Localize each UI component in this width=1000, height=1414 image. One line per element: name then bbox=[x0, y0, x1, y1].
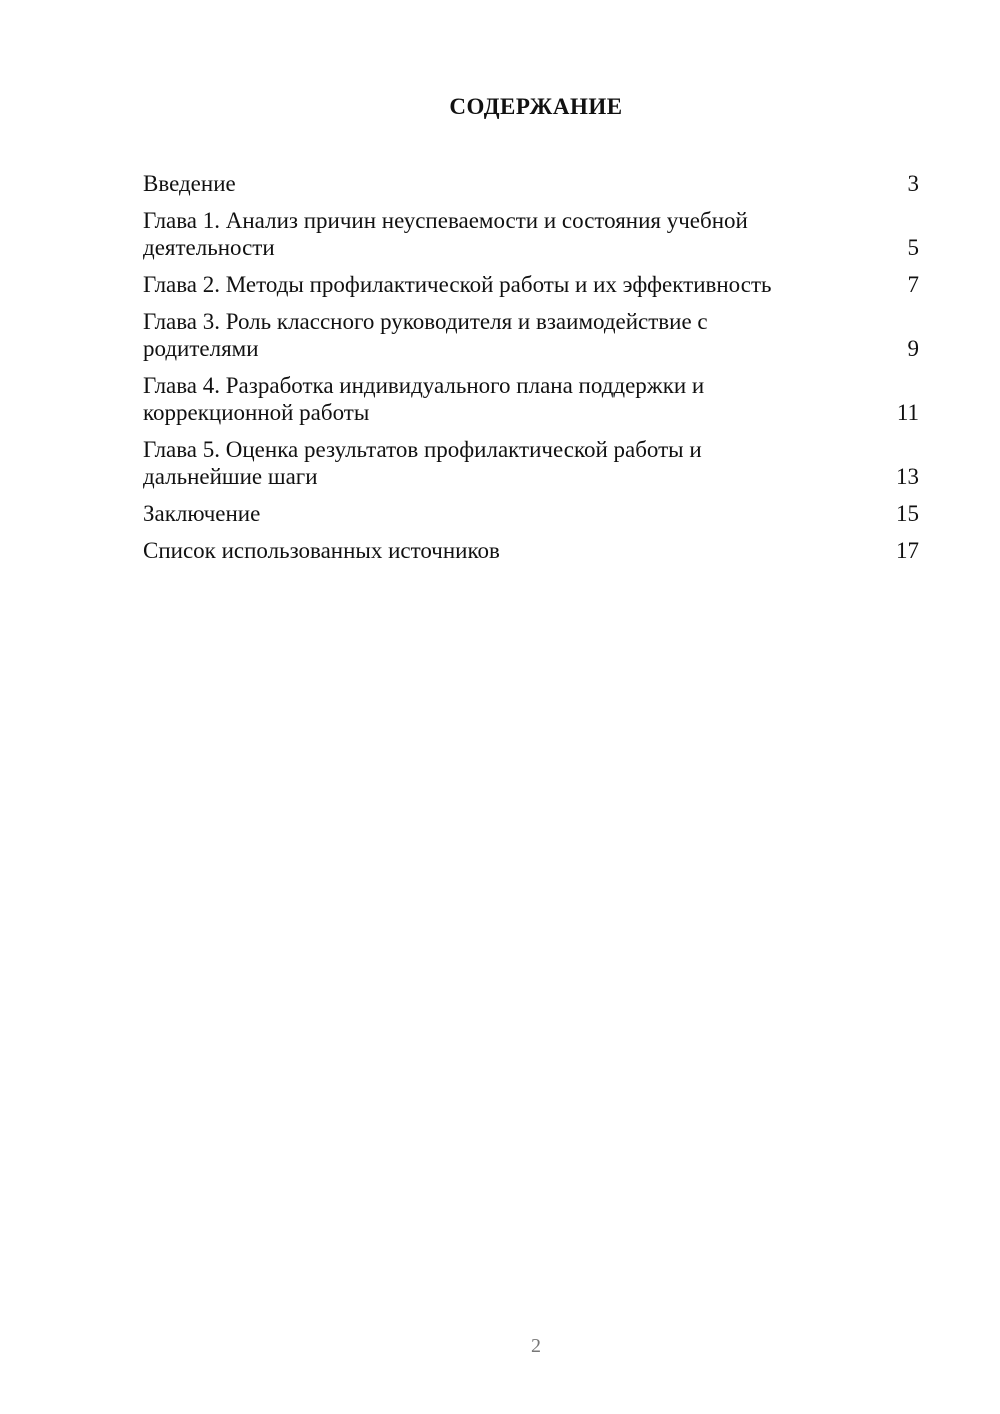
toc-entry-page-number: 5 bbox=[907, 235, 919, 260]
toc-entry-chapter-1[interactable] bbox=[143, 207, 919, 261]
toc-entry-title: Заключение bbox=[143, 501, 261, 526]
toc-entry-title: Глава 5. Оценка результатов профилактической работы и дальнейшие шаги bbox=[143, 437, 702, 489]
toc-entry-page-number: 9 bbox=[907, 336, 919, 361]
toc-entry-title: Глава 2. Методы профилактической работы и их эффективность bbox=[143, 272, 772, 297]
toc-entry-conclusion[interactable] bbox=[143, 500, 919, 527]
toc-entry-title: Глава 4. Разработка индивидуального плана поддержки и коррекционной работы bbox=[143, 373, 705, 425]
toc-entry-chapter-3[interactable] bbox=[143, 308, 919, 362]
toc-entry-chapter-4[interactable] bbox=[143, 372, 919, 426]
toc-entry-page-number: 11 bbox=[896, 400, 919, 425]
toc-entry-title: Глава 1. Анализ причин неуспеваемости и состояния учебной деятельности bbox=[143, 208, 748, 260]
toc-entry-page-number: 3 bbox=[907, 171, 919, 196]
toc-entry-references[interactable] bbox=[143, 537, 919, 564]
page-number: 2 bbox=[531, 1335, 541, 1357]
toc-entry-chapter-2[interactable] bbox=[143, 271, 919, 298]
toc-entry-page-number: 15 bbox=[896, 501, 919, 526]
toc-entry-title: Глава 3. Роль классного руководителя и взаимодействие с родителями bbox=[143, 309, 708, 361]
toc-entry-page-number: 13 bbox=[896, 464, 919, 489]
toc-entry-page-number: 17 bbox=[896, 538, 919, 563]
toc-entry-title: Список использованных источников bbox=[143, 538, 500, 563]
page-title: СОДЕРЖАНИЕ bbox=[449, 94, 623, 119]
table-of-contents bbox=[143, 170, 919, 574]
toc-entry-chapter-5[interactable] bbox=[143, 436, 919, 490]
toc-entry-introduction[interactable] bbox=[143, 170, 919, 197]
toc-entry-title: Введение bbox=[143, 171, 236, 196]
toc-entry-page-number: 7 bbox=[907, 272, 919, 297]
